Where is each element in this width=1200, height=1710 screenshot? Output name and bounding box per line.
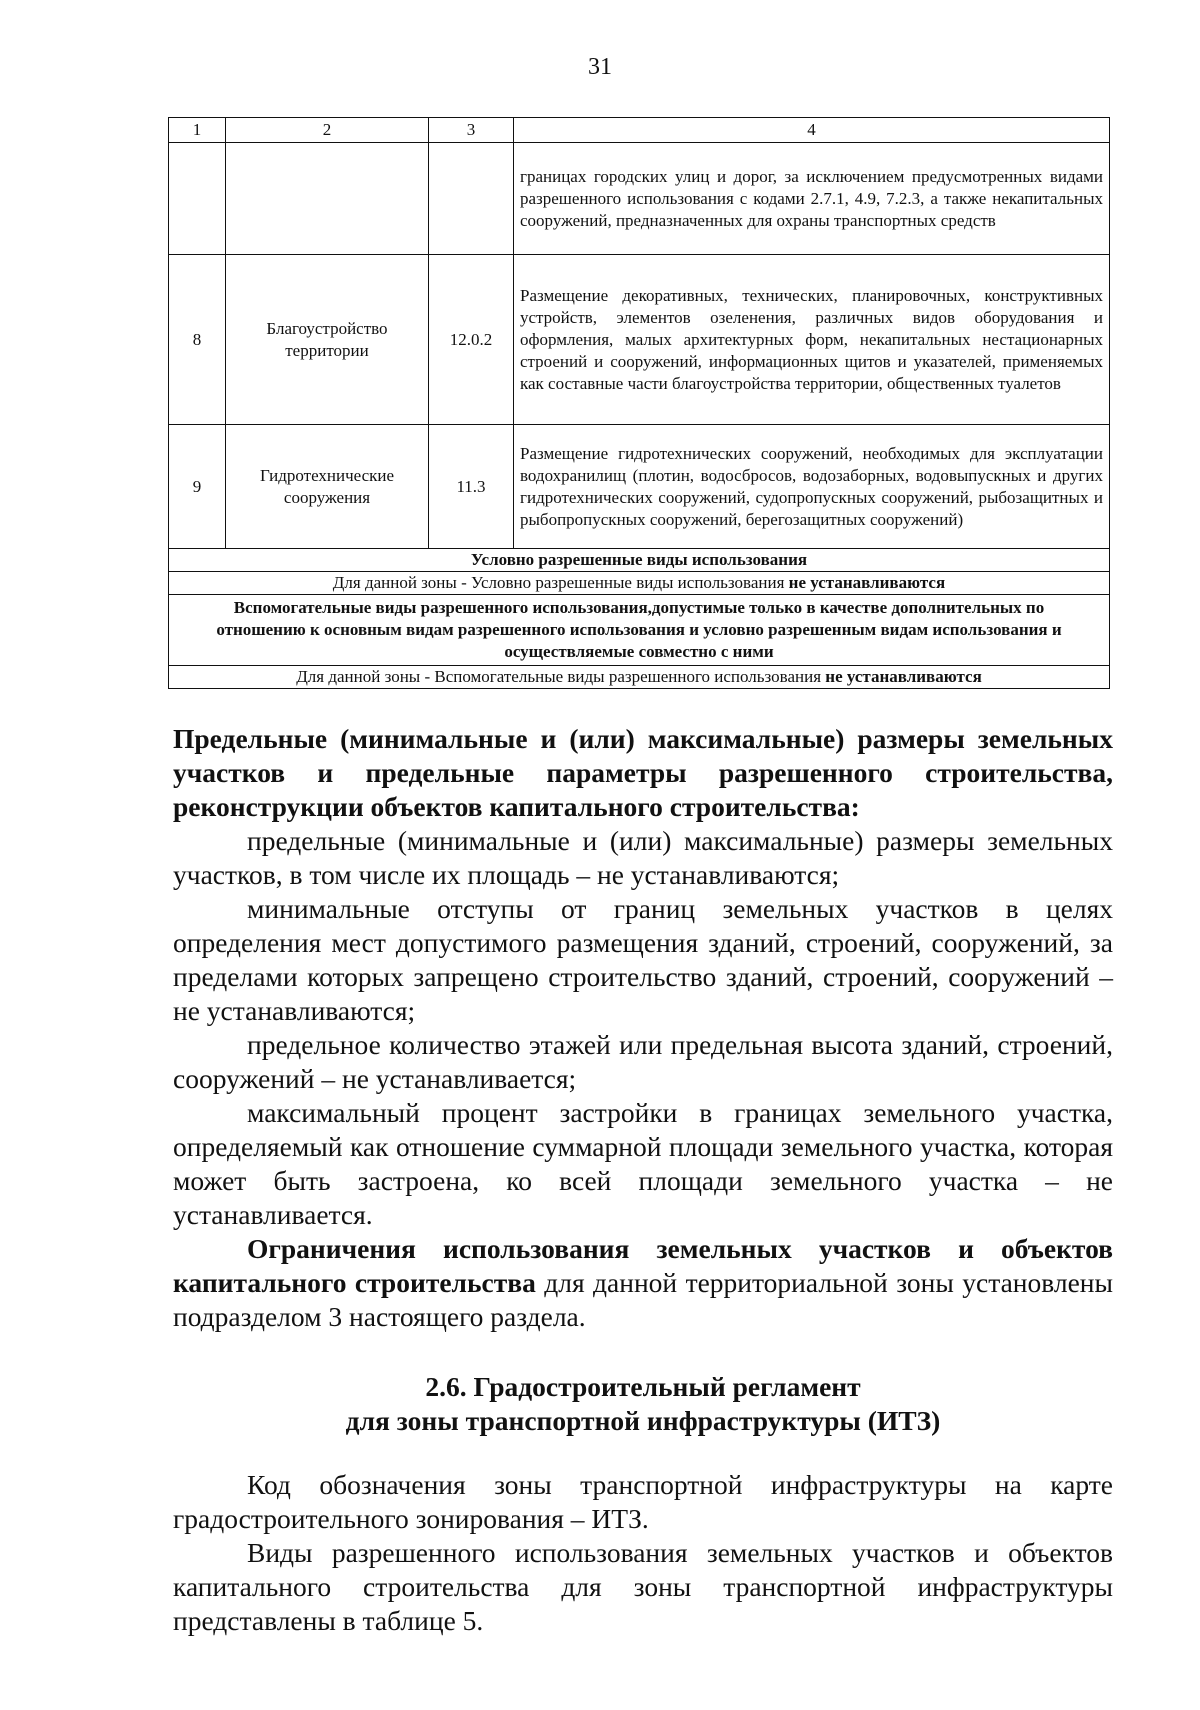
cell-name: Благоустройство территории <box>226 255 429 425</box>
col-header-3: 3 <box>429 118 514 143</box>
cell-code <box>429 143 514 255</box>
conditional-heading-row <box>169 549 1110 572</box>
cell-desc: границах городских улиц и дорог, за исключением предусмотренных видами разрешенного использования с кодами 2.7.1, 4.9, 7.2.3, а также некапитальных сооружений, предназначенных для охраны транспортных средств <box>514 143 1110 255</box>
cell-name: Гидротехнические сооружения <box>226 425 429 549</box>
conditional-note-row <box>169 572 1110 595</box>
cell-num: 9 <box>169 425 226 549</box>
cell-desc: Размещение декоративных, технических, планировочных, конструктивных устройств, элементов озеленения, различных видов оборудования и оформления, малых архитектурных форм, некапитальных нестационарных строений и сооружений, информационных щитов и указателей, применяемых как составные части благоустройства территории, общественных туалетов <box>514 255 1110 425</box>
col-header-1: 1 <box>169 118 226 143</box>
conditional-heading: Условно разрешенные виды использования <box>169 549 1110 572</box>
restrictions-text: для данной территориальной зоны установлены подразделом 3 настоящего раздела. <box>173 1267 1113 1332</box>
col-header-2: 2 <box>226 118 429 143</box>
limits-section <box>173 722 1113 1334</box>
conditional-note <box>169 572 1110 595</box>
cell-name <box>226 143 429 255</box>
land-use-table <box>168 117 1110 689</box>
restrictions-paragraph <box>173 1232 1113 1334</box>
auxiliary-note-row <box>169 666 1110 689</box>
col-header-4: 4 <box>514 118 1110 143</box>
conditional-note-text: Для данной зоны - Условно разрешенные виды использования <box>332 573 789 592</box>
restrictions-bold: Ограничения использования земельных участков и объектов капитального строительства <box>173 1233 1113 1298</box>
limits-paragraph-2: минимальные отступы от границ земельных участков в целях определения мест допустимого размещения зданий, строений, сооружений, за пределами которых запрещено строительство зданий, строений, сооружений – не устанавливаются; <box>173 893 1113 1026</box>
cell-num: 8 <box>169 255 226 425</box>
section-paragraph-1: Код обозначения зоны транспортной инфраструктуры на карте градостроительного зонирования – ИТЗ. <box>173 1469 1113 1534</box>
cell-code: 11.3 <box>429 425 514 549</box>
table-row-continued <box>169 143 1110 255</box>
page-number: 31 <box>588 54 612 80</box>
section-title-line-1: 2.6. Градостроительный регламент <box>425 1371 861 1402</box>
limits-paragraph-4: максимальный процент застройки в границах земельного участка, определяемый как отношение суммарной площади земельного участка, которая может быть застроена, ко всей площади земельного участка – не устанавливается. <box>173 1097 1113 1230</box>
auxiliary-note-text: Для данной зоны - Вспомогательные виды разрешенного использования <box>296 667 826 686</box>
table-row <box>169 255 1110 425</box>
auxiliary-note <box>169 666 1110 689</box>
section-title <box>173 1370 1113 1438</box>
section-title-line-2: для зоны транспортной инфраструктуры (ИТЗ) <box>345 1405 941 1436</box>
table-row <box>169 425 1110 549</box>
auxiliary-heading: Вспомогательные виды разрешенного использования,допустимые только в качестве дополнительных по отношению к основным видам разрешенного использования и условно разрешенным видам использования и осуществляемые совместно с ними <box>169 595 1110 666</box>
table-header-row <box>169 118 1110 143</box>
limits-paragraph-1: предельные (минимальные и (или) максимальные) размеры земельных участков, в том числе их площадь – не устанавливаются; <box>173 825 1113 890</box>
auxiliary-heading-row <box>169 595 1110 666</box>
section-body <box>173 1468 1113 1638</box>
limits-heading: Предельные (минимальные и (или) максимальные) размеры земельных участков и предельные параметры разрешенного строительства, реконструкции объектов капитального строительства: <box>173 723 1113 822</box>
section-paragraph-2: Виды разрешенного использования земельных участков и объектов капитального строительства для зоны транспортной инфраструктуры представлены в таблице 5. <box>173 1537 1113 1636</box>
cell-desc: Размещение гидротехнических сооружений, необходимых для эксплуатации водохранилищ (плотин, водосбросов, водозаборных, водовыпускных и других гидротехнических сооружений, судопропускных сооружений, рыбозащитных и рыбопропускных сооружений, берегозащитных сооружений) <box>514 425 1110 549</box>
cell-code: 12.0.2 <box>429 255 514 425</box>
auxiliary-note-bold: не устанавливаются <box>825 667 982 686</box>
conditional-note-bold: не устанавливаются <box>788 573 946 592</box>
cell-num <box>169 143 226 255</box>
limits-paragraph-3: предельное количество этажей или предельная высота зданий, строений, сооружений – не устанавливается; <box>173 1029 1113 1094</box>
